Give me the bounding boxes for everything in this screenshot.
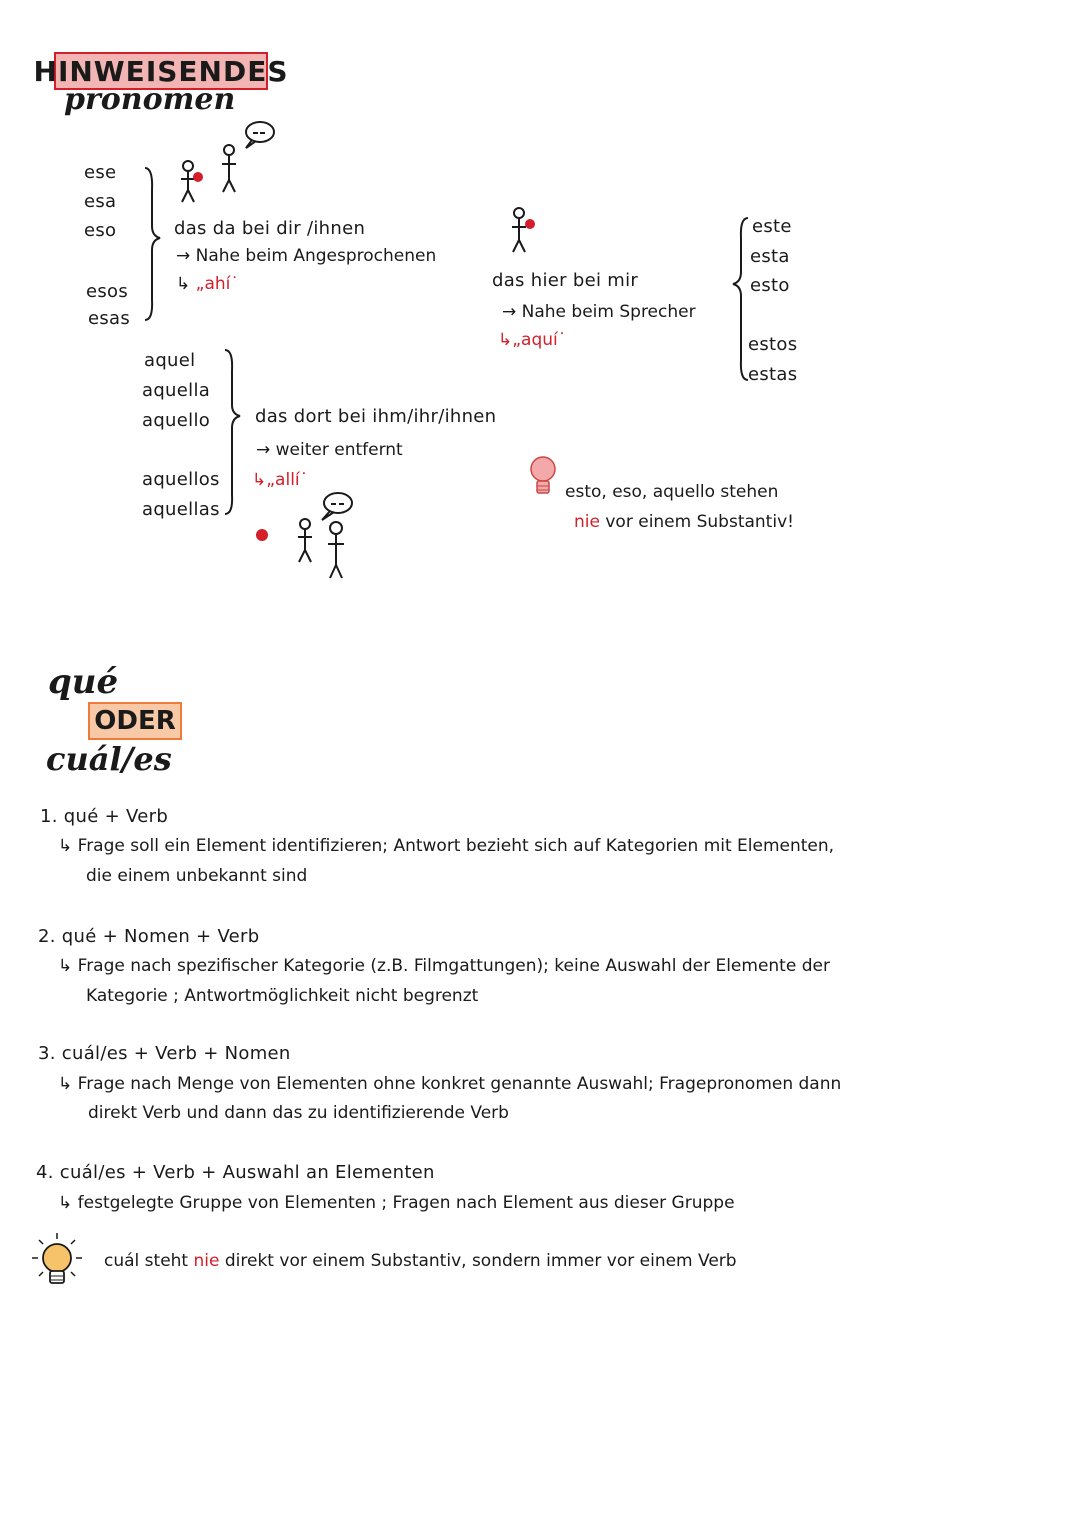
rule3-line1 [58, 1074, 841, 1094]
form-aquel: aquel [144, 350, 196, 371]
figure-este [512, 208, 526, 252]
adverb-aqui: ↳„aquí˙ [498, 330, 567, 350]
tip2-part2: direkt vor einem Substantiv, sondern immer vor einem Verb [224, 1251, 737, 1271]
arrow-icon: ↳ [58, 1074, 73, 1094]
rule3-line2: direkt Verb und dann das zu identifizierende Verb [88, 1103, 509, 1123]
rule2-line2: Kategorie ; Antwortmöglichkeit nicht begrenzt [86, 986, 479, 1006]
rule3-heading: 3. cuál/es + Verb + Nomen [38, 1043, 291, 1064]
speaker-dot-aquel [256, 529, 268, 541]
form-eso: eso [84, 220, 117, 241]
tip2 [104, 1251, 737, 1271]
form-aquellas: aquellas [142, 499, 220, 520]
tip1-line1: esto, eso, aquello stehen [565, 482, 779, 502]
adverb-alli: ↳„allí˙ [252, 470, 309, 490]
rule4-text1: festgelegte Gruppe von Elementen ; Fragen nach Element aus dieser Gruppe [77, 1193, 735, 1213]
section-subtitle: pronomen [64, 82, 236, 117]
rule3-text1: Frage nach Menge von Elementen ohne konkret genannte Auswahl; Fragepronomen dann [77, 1074, 842, 1094]
arrow-icon: ↳ [58, 1193, 73, 1213]
bracket-ese [145, 168, 160, 320]
tip1-line2 [574, 512, 794, 532]
rule1-text1: Frage soll ein Element identifizieren; Antwort bezieht sich auf Kategorien mit Elementen, [77, 836, 835, 856]
adverb-ahi: „ahí˙ [195, 274, 239, 294]
tip1-rest: vor einem Substantiv! [605, 512, 794, 532]
tip2-nie: nie [193, 1251, 220, 1271]
rule1-line2: die einem unbekannt sind [86, 866, 308, 886]
lightbulb-icon [32, 1233, 82, 1283]
form-aquellos: aquellos [142, 469, 220, 490]
tip1-nie: nie [574, 512, 600, 532]
form-esto: esto [750, 275, 790, 296]
form-este: este [752, 216, 792, 237]
rule2-heading: 2. qué + Nomen + Verb [38, 926, 260, 947]
meaning-aquel: das dort bei ihm/ihr/ihnen [255, 406, 497, 427]
form-esa: esa [84, 191, 117, 212]
figure-pair-aquel [298, 493, 352, 578]
arrow-icon: ↳ [58, 956, 73, 976]
oder-label: ODER [94, 706, 176, 736]
form-ese: ese [84, 162, 117, 183]
rule2-line1 [58, 956, 830, 976]
meaning-este: das hier bei mir [492, 270, 639, 291]
form-esta: esta [750, 246, 790, 267]
note-aquel: → weiter entfernt [256, 440, 403, 460]
figure-pair-ese [181, 122, 274, 202]
meaning-ese: das da bei dir /ihnen [174, 218, 366, 239]
form-aquella: aquella [142, 380, 211, 401]
bracket-este [733, 218, 748, 380]
form-estas: estas [748, 364, 798, 385]
form-aquello: aquello [142, 410, 211, 431]
arrow-ese: ↳ [176, 274, 191, 294]
bracket-aquel [225, 350, 240, 514]
tip2-part1: cuál steht [104, 1251, 189, 1271]
section2-word-cual: cuál/es [46, 740, 172, 778]
adverb-ese [176, 274, 239, 294]
arrow-icon: ↳ [58, 836, 73, 856]
speaker-dot-este [525, 219, 535, 229]
rule2-text1: Frage nach spezifischer Kategorie (z.B. Filmgattungen); keine Auswahl der Elemente der [77, 956, 830, 976]
rule4-heading: 4. cuál/es + Verb + Auswahl an Elementen [36, 1162, 435, 1183]
form-estos: estos [748, 334, 798, 355]
form-esos: esos [86, 281, 129, 302]
rule1-line1 [58, 836, 834, 856]
speaker-dot-ese [193, 172, 203, 182]
rule4-line1 [58, 1193, 735, 1213]
oder-box [88, 702, 182, 740]
form-esas: esas [88, 308, 131, 329]
section2-word-que: qué [48, 662, 119, 702]
rule1-heading: 1. qué + Verb [40, 806, 169, 827]
section-title: HINWEISENDES [33, 54, 289, 88]
note-ese: → Nahe beim Angesprochenen [176, 246, 437, 266]
note-este: → Nahe beim Sprecher [502, 302, 696, 322]
lightbulb-icon [531, 457, 555, 493]
